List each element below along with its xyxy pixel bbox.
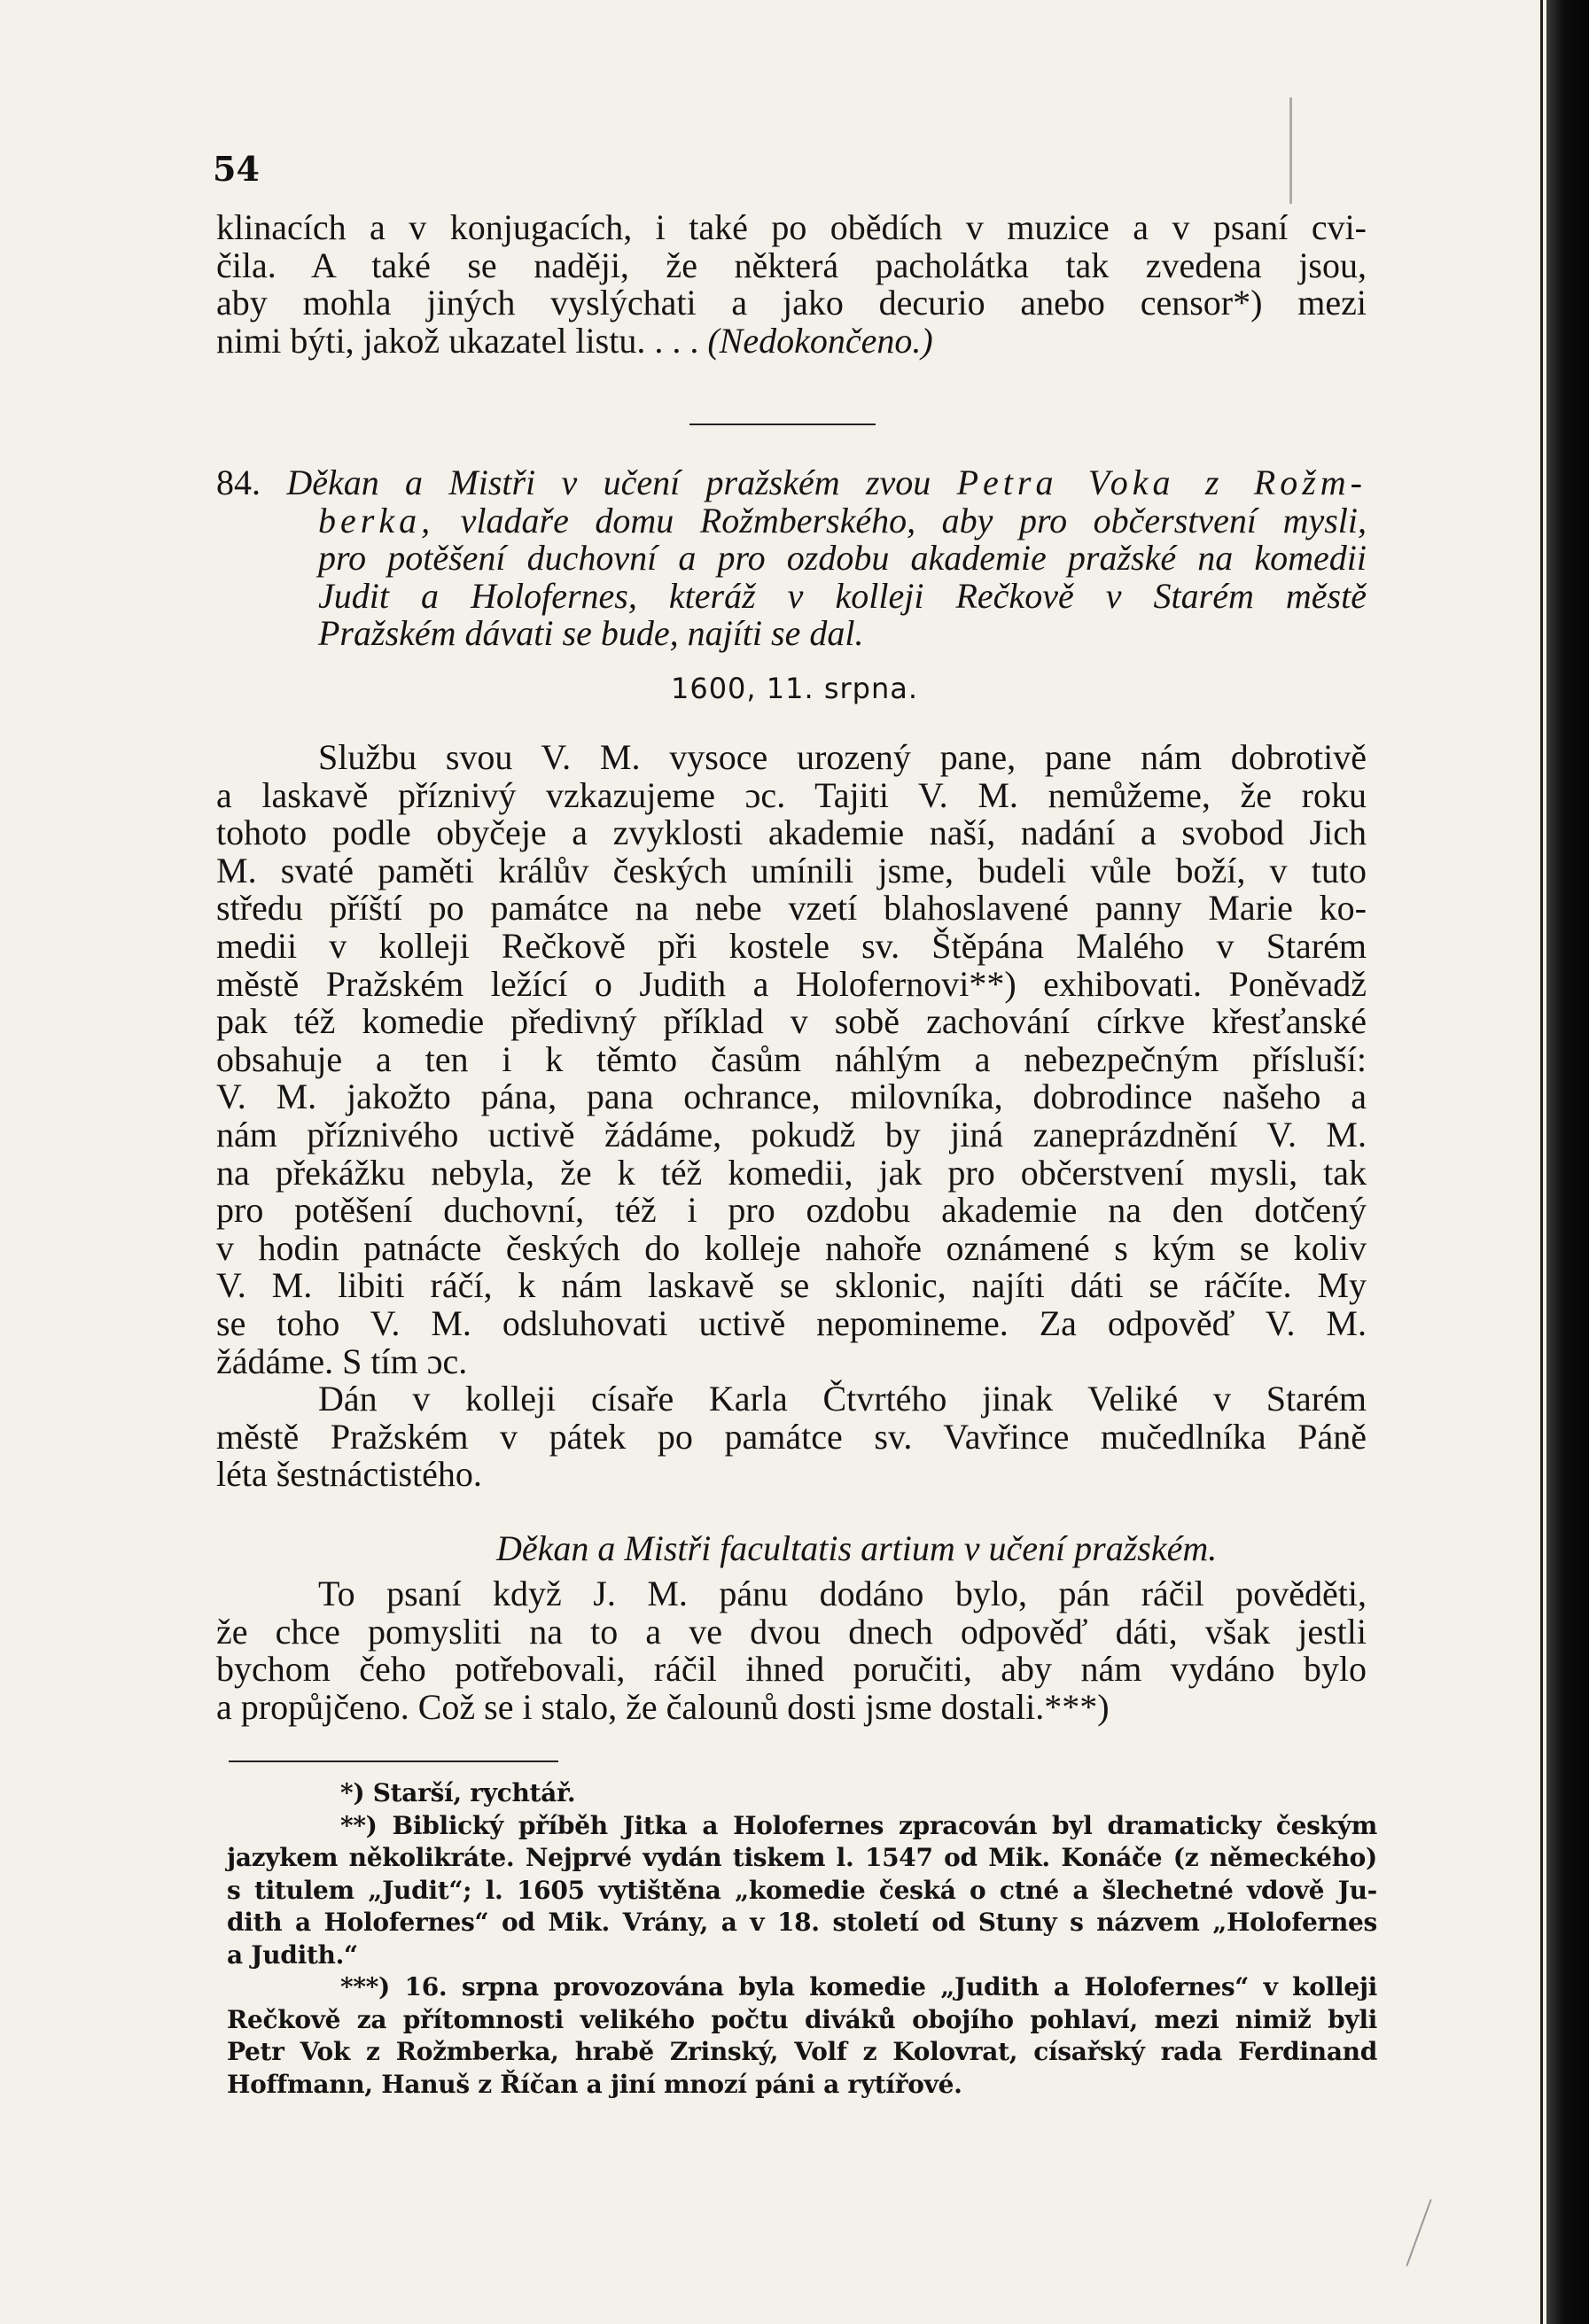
document-date: 1600, 11. srpna.: [670, 672, 919, 705]
text-line: Dán v kolleji císaře Karla Čtvrtého jinak Veliké v Starém: [318, 1379, 1367, 1419]
text-line: bychom čeho potřebovali, ráčil ihned poručiti, aby nám vydáno bylo: [216, 1649, 1367, 1690]
footnote-line: Hoffmann, Hanuš z Říčan a jiní mnozí páni a rytířové.: [227, 2069, 962, 2099]
footnote-line: Petr Vok z Rožmberka, hrabě Zrinský, Volf z Kolovrat, císařský rada Ferdinand: [227, 2037, 1377, 2066]
footnote-line: dith a Holofernes“ od Mik. Vrány, a v 18. století od Stuny s názvem „Holofernes: [227, 1908, 1377, 1937]
text-line: To psaní když J. M. pánu dodáno bylo, pán ráčil pověděti,: [318, 1574, 1367, 1613]
footnote-divider: [229, 1760, 558, 1762]
text-line: léta šestnáctistého.: [216, 1454, 482, 1495]
heading-line: [216, 502, 1367, 540]
section-divider: [689, 424, 876, 425]
footnote-line: ***) 16. srpna provozována byla komedie „Judith a Holofernes“ v kolleji: [340, 1972, 1377, 2001]
scan-artifact: [1406, 2199, 1431, 2266]
text-line: obsahuje a ten i k těmto časům náhlým a nebezpečným přísluší:: [216, 1038, 1367, 1079]
text-line: žádáme. S tím ɔc.: [216, 1341, 468, 1381]
continuation-paragraph: [216, 209, 1367, 360]
heading-segment: berka,: [318, 500, 435, 540]
heading-segment: vladaře domu Rožmberského, aby pro občerstvení mysli,: [434, 500, 1367, 540]
closing-paragraph: [216, 1575, 1367, 1726]
text-line: čila. A také se naději, že některá pacholátka tak zvedena jsou,: [216, 245, 1367, 285]
text-line: M. svaté paměti králův českých umínili jsme, budeli vůle boží, v tuto: [216, 850, 1367, 890]
text-segment: nimi býti, jakož ukazatel listu. . . .: [216, 320, 699, 361]
text-line: nám příznivého uctivě žádáme, pokudž by jiná zaneprázdnění V. M.: [216, 1114, 1367, 1154]
text-line: [216, 320, 1367, 361]
continuation-note: (Nedokončeno.): [707, 320, 933, 361]
letter-signature: Děkan a Mistři facultatis artium v učení pražském.: [496, 1528, 1218, 1568]
footnote-line: Rečkově za přítomnosti velikého počtu diváků obojího pohlaví, mezi nimiž byli: [227, 2004, 1377, 2034]
heading-line: Pražském dávati se bude, najíti se dal.: [318, 613, 864, 654]
text-line: a propůjčeno. Což se i stalo, že čalounů dosti jsme dostali.***): [216, 1686, 1110, 1727]
heading-segment: Děkan a Mistři v učení pražském zvou: [286, 462, 957, 502]
scan-artifact: [1289, 97, 1292, 204]
document-number: 84.: [216, 462, 261, 502]
text-line: pro potěšení duchovní, též i pro ozdobu akademie na den dotčený: [216, 1190, 1367, 1231]
text-line: a laskavě příznivý vzkazujeme ɔc. Tajiti V. M. nemůžeme, že roku: [216, 774, 1367, 815]
text-line: pak též komedie předivný příklad v sobě zachování církve křesťanské: [216, 1001, 1367, 1042]
text-line: v hodin patnácte českých do kolleje nahoře oznámené s kým se koliv: [216, 1227, 1367, 1268]
footnotes: [227, 1777, 1377, 2101]
text-line: městě Pražském v pátek po památce sv. Vavřince mučedlníka Páně: [216, 1416, 1367, 1457]
heading-line: Judit a Holofernes, kteráž v kolleji Rečkově v Starém městě: [318, 575, 1367, 616]
footnote-line: a Judith.“: [227, 1939, 358, 1970]
text-line: medii v kolleji Rečkově při kostele sv. Štěpána Malého v Starém: [216, 925, 1367, 966]
footnote-line: *) Starší, rychtář.: [340, 1778, 576, 1807]
heading-line: pro potěšení duchovní a pro ozdobu akademie pražské na komedii: [318, 538, 1367, 579]
heading-segment: Petra Voka z Rožm-: [956, 462, 1367, 502]
text-line: Službu svou V. M. vysoce urozený pane, pane nám dobrotivě: [318, 737, 1367, 777]
letter-body: [216, 739, 1367, 1494]
text-line: V. M. jakožto pána, pana ochrance, milovníka, dobrodince našeho a: [216, 1077, 1367, 1117]
page-number: 54: [213, 149, 260, 189]
heading-line: [216, 464, 1367, 502]
text-line: aby mohla jiných vyslýchati a jako decurio anebo censor*) mezi: [216, 283, 1367, 323]
document-heading: [216, 464, 1367, 653]
text-line: že chce pomysliti na to a ve dvou dnech odpověď dáti, však jestli: [216, 1611, 1367, 1652]
text-line: městě Pražském ležící o Judith a Holofernovi**) exhibovati. Poněvadž: [216, 963, 1367, 1004]
text-line: se toho V. M. odsluhovati uctivě nepomineme. Za odpověď V. M.: [216, 1302, 1367, 1343]
text-line: tohoto podle obyčeje a zvyklosti akademie naší, nadání a svobod Jich: [216, 812, 1367, 853]
footnote-line: jazykem několikráte. Nejprvé vydán tiskem l. 1547 od Mik. Konáče (z německého): [227, 1843, 1377, 1872]
text-line: na překážku nebyla, že k též komedii, jak pro občerstvení mysli, tak: [216, 1152, 1367, 1193]
text-line: středu příští po památce na nebe vzetí blahoslavené panny Marie ko-: [216, 888, 1367, 929]
page-edge-line: [1540, 0, 1543, 2324]
footnote-line: **) Biblický příběh Jitka a Holofernes zpracován byl dramaticky českým: [340, 1810, 1377, 1840]
scan-edge-shadow: [1546, 0, 1589, 2324]
footnote-line: s titulem „Judit“; l. 1605 vytištěna „komedie česká o ctné a šlechetné vdově Ju-: [227, 1875, 1377, 1905]
text-line: V. M. libiti ráčí, k nám laskavě se sklonic, najíti dáti se ráčíte. My: [216, 1265, 1367, 1306]
text-line: klinacích a v konjugacích, i také po obědích v muzice a v psaní cvi-: [216, 207, 1367, 247]
